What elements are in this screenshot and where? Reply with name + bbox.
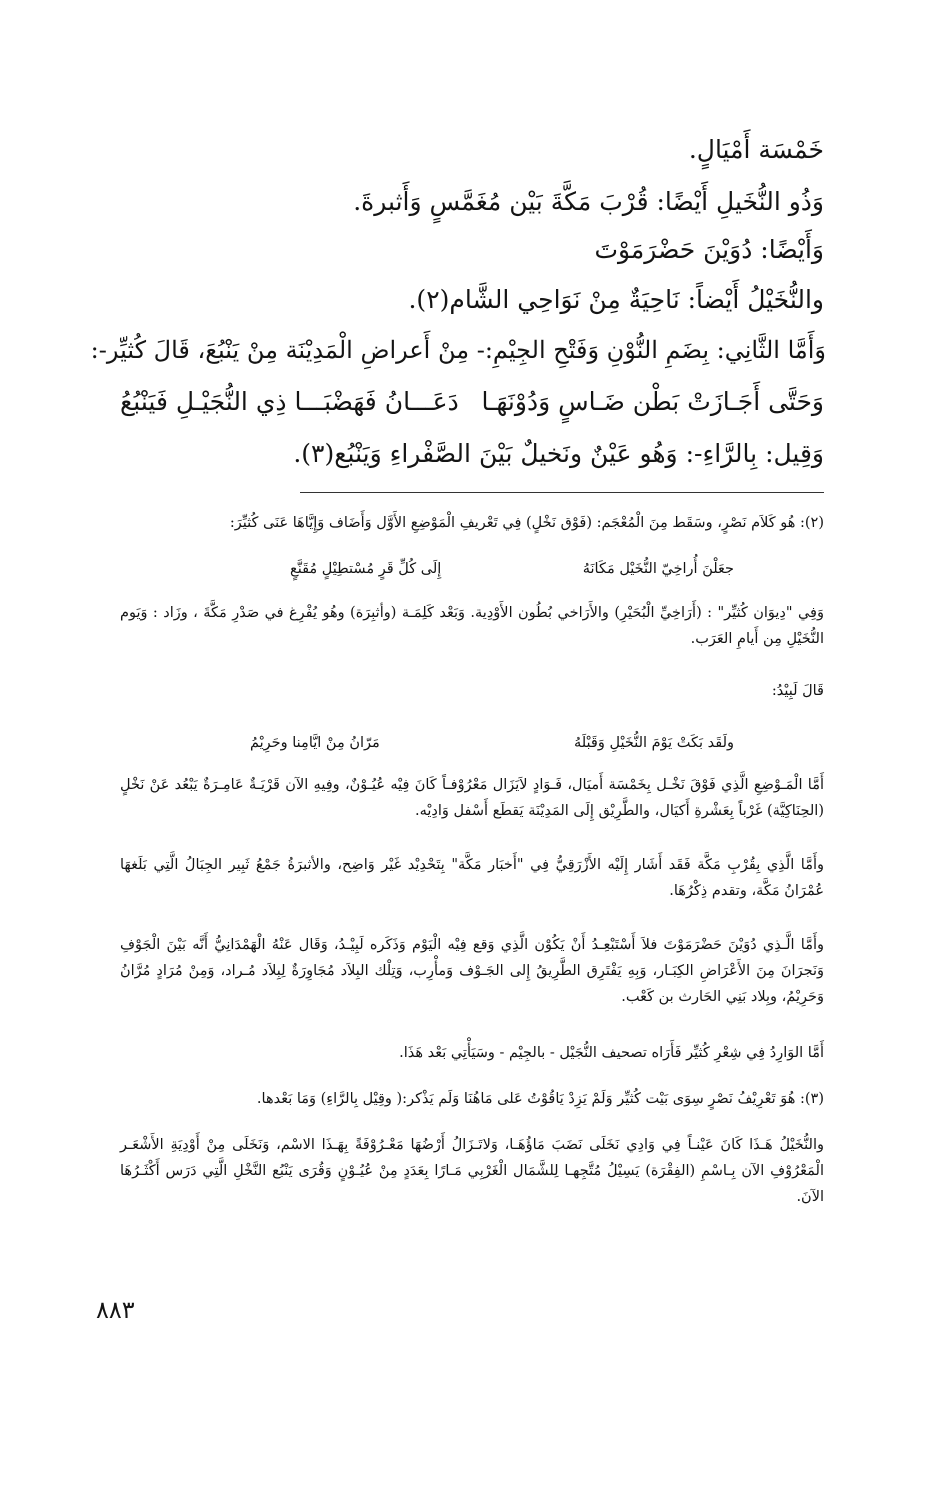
footnote-labid-intro: قَالَ لَبِيْدُ: (771, 683, 824, 699)
page-number: ٨٨٣ (96, 1296, 135, 1324)
footnote-separator (300, 492, 824, 493)
footnote-2-intro: (٢): هُو كَلاَم نَصْرٍ، وسَقَط مِنَ الْمُعْجَم: (فَوْق نَخْلٍ) فِي تَعْريفِ الْمَوْضِعِ الأَوَّل وَأَضَاف وَإِيَّاهَا عَنَى كُثيِّرَ: (229, 515, 824, 531)
main-line-1: خَمْسَة أَمْيَالٍ. (688, 135, 824, 164)
main-line-2: وَذُو النُّخَيلِ أَيْضًا: قُرْبَ مَكَّةَ بَيْن مُغَمَّسٍ وَأَثبرةَ. (353, 187, 824, 216)
footnote-verse-1-first: جعَلْنَ أُراخِيّ النُّخَيْل مَكَانَهُ (582, 561, 734, 577)
verse-first-hemistich: وَحَتَّى أَجَـازَتْ بَطْن ضَـاسٍ وَدُوْنَهَـا (481, 387, 824, 416)
main-last-line: وَقِيل: بِالرَّاءِ-: وَهُو عَيْنٌ ونَخيلٌ بَيْنَ الصَّفْراءِ وَيَنْبُع(٣). (293, 439, 824, 468)
footnote-3: (٣): هُوَ تَعْرِيْفُ نَصْرٍ سِوَى بَيْت كُثيِّر وَلَمْ يَزِدْ يَاقُوْتُ عَلى مَاهُنَا وَلَم يَذْكر:( وقِيْل بِالرَّاءِ) وَمَا بَعْدها. (256, 1091, 824, 1107)
footnote-paragraph-3: وأَمَّا الَّـذِي دُوَيْنَ حَضْرَمَوْتَ فلاَ أَسْتَبْعِـدُ أَنْ يَكُوْن الَّذِي وَقع فِيْه الْيَوْم وَذَكَره لَبِيْـدُ، وَقَال عَنْهُ الْهَمْدَانِيُّ أَنَّه بَيْنَ الْجَوْفِ وَنَجرَانَ مِنَ الأَعْرَاضِ الكِبَـار، وَبِهِ يَفْتَرِق الطَّرِيقُ إِلى الجَـوْف وَمأْرِب، وَتِلْك البِلاَد مُجَاوِرَةٌ لِبِلاَد مُـراد، وَمِنْ مُرَادٍ مُرَّانُ وَحَرِيْمُ، وبِلاد بَنِي الحَارث بن كَعْب. (120, 937, 824, 1005)
footnote-paragraph-2: وأَمَّا الَّذِي بِقُرْبِ مَكَّة فَقَد أَشَار إِلَيْه الأَزْرَقِيُّ فِي "أَخبَار مَكَّة" بِتَحْدِيْد غَيْر وَاضِح، والأثبرَةُ جَمْعُ ثَبِير الجِبَالُ الَّتِي بَلَغهَا عُمْرَانُ مَكَّة، وتقدم ذِكْرُهَا. (120, 857, 824, 899)
main-line-3: وَأَيْضًا: دُوَيْنَ حَضْرَمَوْتَ (594, 235, 824, 264)
footnote-paragraph-5: والنُّخَيْلُ هَـذَا كَانَ عَيْنـاً فِي وَادِي نَخَلَى نَضَبَ مَاؤُهَـا، وَلاتَـزَالُ أَرْضُهَا مَعْـرُوْفَةً بِهَـذَا الاسْم، وَنَخَلَى مِنْ أَوْدِيَةِ الأَشْعَـر الْمَعْرُوْفِ الآن بِـاسْمِ (الفِقْرَة) يَسِيْلُ مُتَّجِهـا لِلشَّمَال الْغَرْبِي مَـارًا بِعَدَدٍ مِنْ عُيُـوْنٍ وَقُرَى يَنْبُع النَّخْلِ الَّتِي دَرَس أَكْثَـرُهَا الآنَ. (120, 1137, 824, 1205)
verse-second-hemistich: دَعَـــانُ فَهَضْبَـــا ذِي النُّجَيْـلِ فَيَنْبُعُ (120, 387, 459, 416)
footnote-verse-1-second: إِلَى كُلِّ قَرٍ مُسْتطِيْلٍ مُقَنَّعٍ (290, 561, 442, 577)
footnote-paragraph-4: أَمَّا الوَارِدُ فِي شِعْرِ كُثيِّر فَأَرَاه تصحيف النُّجَيْل - بالجِيْم - وسَيَأْتِي بَعْد هَذَا. (399, 1045, 824, 1061)
main-line-4: والنُّخَيْلُ أَيْضاً: نَاحِيَةٌ مِنْ نَوَاحِي الشَّام(٢). (408, 285, 824, 314)
footnote-verse-2-second: مَرّانُ مِنْ ايَّامِنا وحَرِيْمُ (250, 735, 380, 751)
main-line-5: وَأَمَّا الثَّانِي: بِضَمِ النُّوْنِ وَفَتْحِ الجِيْمِ:- مِنْ أَعراضِ الْمَدِيْنَة مِنْ يَنْبُعَ، قَالَ كُثيِّر-: (90, 336, 826, 364)
footnote-verse-2-first: ولَقَد بَكَتْ يَوْمَ النُّخَيْلِ وَقَبْلَهُ (573, 735, 734, 751)
footnote-paragraph-1: أَمَّا الْمَـوْضِعِ الَّذِي فَوْقَ نَخْـل بِخَمْسَة أَميَال، فَـوَادٍ لاَيَزَال مَعْرُوْفـاً كَانَ فِيْه عُيُـوْنٌ، وفِيهِ الآن قَرْيَـةٌ عَامِـرَةٌ يَبْعُد عَنْ نَخْلٍ (الحِنَاكِيَّة) غَرْباً بِعَشْرةِ أَكيَال، والطَّرِيْق إِلَى المَدِيْنَة يَقطَع أَسْفل وَادِيْه. (120, 777, 824, 819)
footnote-diwan-note: وَفِي "دِيوَان كُثيِّر" : (أَرَاخِيِّ الْبُحَيْرِ) والأَرَاخي بُطُون الأَوْدِية. وَبَعْد كَلِمَـة (وأثبِرَة) وهُو يُفْرِغ في صَدْرِ مَكَّةَ ، وزَاد : وَيَوم النُّخَيْلِ مِن أَيامِ العَرَب. (120, 605, 824, 647)
